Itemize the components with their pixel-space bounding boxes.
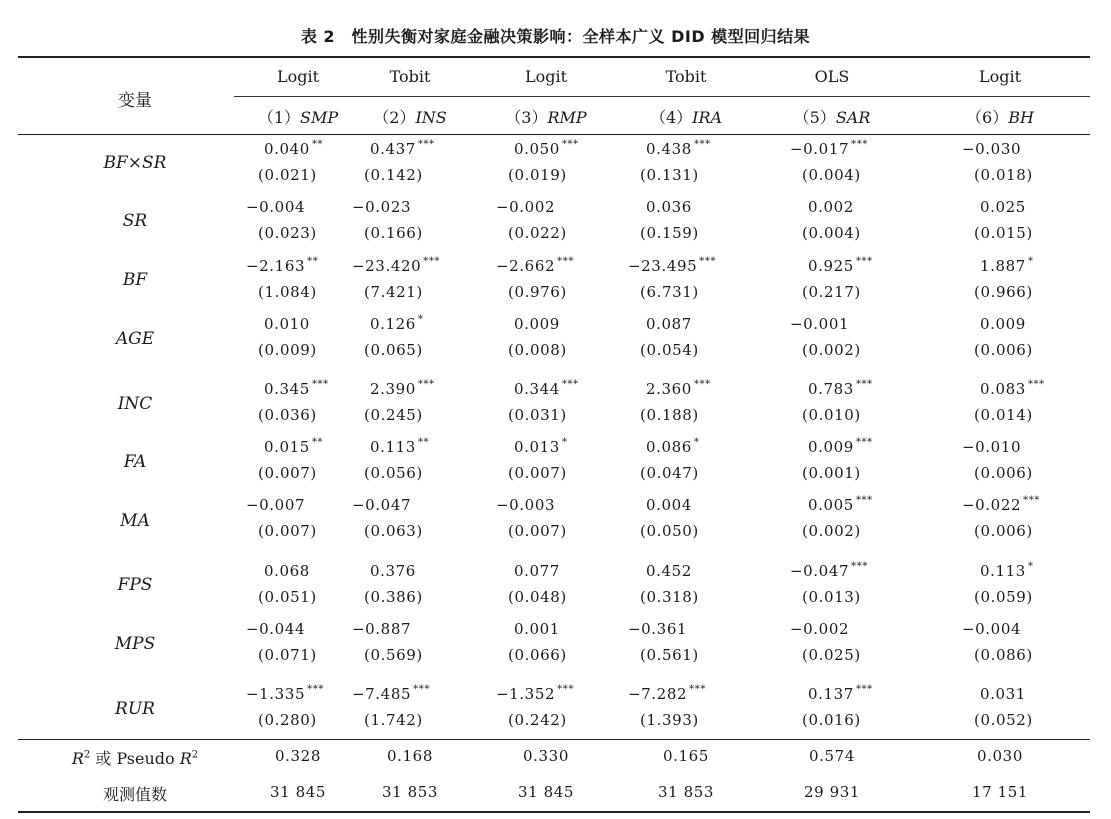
significance-stars: * [1027, 561, 1034, 572]
standard-error-cell: (0.001) [802, 464, 861, 482]
standard-error-cell: (7.421) [364, 283, 423, 301]
coefficient-cell [808, 380, 873, 398]
coefficient-value: −0.002 [496, 198, 556, 216]
coefficient-cell [246, 257, 318, 275]
observations-value: 31 853 [657, 783, 715, 801]
coefficient-value: −0.047 [790, 562, 850, 580]
coefficient-value: −0.023 [352, 198, 412, 216]
standard-error-cell: (0.188) [640, 406, 699, 424]
standard-error-cell: (0.031) [508, 406, 567, 424]
model-method-label: Tobit [389, 67, 431, 86]
standard-error-cell: (0.166) [364, 224, 423, 242]
coefficient-value: −0.887 [352, 620, 412, 638]
significance-stars: *** [417, 139, 435, 150]
coefficient-cell [264, 562, 310, 580]
standard-error-cell: (0.002) [802, 341, 861, 359]
standard-error-cell: (0.016) [802, 711, 861, 729]
header-bottom-rule [18, 134, 1090, 135]
coefficient-cell [370, 562, 416, 580]
coefficient-value: 0.083 [980, 380, 1026, 398]
coefficient-cell [808, 685, 873, 703]
coefficient-cell [370, 380, 435, 398]
significance-stars: *** [855, 379, 873, 390]
coefficient-value: 0.452 [646, 562, 692, 580]
coefficient-cell [646, 198, 692, 216]
coefficient-cell [980, 315, 1026, 333]
r-squared-value: 0.030 [977, 747, 1023, 765]
coefficient-value: 2.390 [370, 380, 416, 398]
coefficient-cell [514, 562, 560, 580]
model-dependent-var: INS [415, 108, 447, 127]
model-method-label: Logit [276, 67, 320, 86]
coefficient-cell [496, 257, 574, 275]
coefficient-cell [352, 198, 411, 216]
significance-stars: ** [311, 437, 324, 448]
coefficient-value: 0.013 [514, 438, 560, 456]
coefficient-value: 0.031 [980, 685, 1026, 703]
significance-stars: *** [693, 379, 711, 390]
significance-stars: *** [851, 139, 868, 150]
significance-stars: *** [855, 684, 873, 695]
coefficient-cell [264, 380, 329, 398]
significance-stars: ** [307, 256, 319, 267]
significance-stars: * [1027, 256, 1034, 267]
coefficient-value: 0.345 [264, 380, 310, 398]
standard-error-cell: (0.976) [508, 283, 567, 301]
standard-error-cell: (0.019) [508, 166, 567, 184]
standard-error-cell: (0.063) [364, 522, 423, 540]
model-dependent-label [930, 105, 1070, 128]
coefficient-cell [514, 620, 560, 638]
significance-stars: *** [561, 379, 579, 390]
r-squared-value: 0.330 [523, 747, 569, 765]
variable-name: MA [120, 511, 150, 531]
significance-stars: * [693, 437, 700, 448]
significance-stars: *** [1023, 495, 1040, 506]
observations-value: 29 931 [803, 783, 861, 801]
variable-name: AGE [115, 329, 155, 349]
coefficient-value: −7.485 [352, 685, 412, 703]
significance-stars: *** [561, 139, 579, 150]
standard-error-cell: (0.054) [640, 341, 699, 359]
coefficient-value: −0.002 [790, 620, 850, 638]
standard-error-cell: (0.007) [508, 464, 567, 482]
coefficient-cell [646, 438, 700, 456]
model-dependent-label [616, 105, 756, 128]
standard-error-cell: (0.242) [508, 711, 567, 729]
coefficient-value: 0.009 [808, 438, 854, 456]
standard-error-cell: (0.021) [258, 166, 317, 184]
coefficient-cell [370, 140, 435, 158]
coefficient-cell [646, 140, 711, 158]
coefficient-cell [352, 496, 411, 514]
coefficient-cell [496, 685, 574, 703]
coefficient-cell [646, 562, 692, 580]
significance-stars: * [561, 437, 568, 448]
significance-stars: *** [855, 256, 873, 267]
coefficient-value: 0.050 [514, 140, 560, 158]
coefficient-value: −1.335 [246, 685, 306, 703]
coefficient-value: 0.113 [370, 438, 416, 456]
coefficient-cell [962, 140, 1021, 158]
observations-value: 17 151 [971, 783, 1029, 801]
observations-value: 31 853 [381, 783, 439, 801]
model-number: （4） [649, 108, 693, 127]
standard-error-cell: (0.008) [508, 341, 567, 359]
coefficient-value: 0.036 [646, 198, 692, 216]
standard-error-cell: (0.006) [974, 464, 1033, 482]
coefficient-cell [352, 620, 411, 638]
significance-stars: *** [855, 495, 873, 506]
observations-value: 31 845 [269, 783, 327, 801]
coefficient-value: −1.352 [496, 685, 556, 703]
model-number: （1） [257, 108, 301, 127]
standard-error-cell: (0.086) [974, 646, 1033, 664]
significance-stars: *** [855, 437, 873, 448]
standard-error-cell: (0.010) [802, 406, 861, 424]
coefficient-cell [980, 380, 1045, 398]
coefficient-value: 0.344 [514, 380, 560, 398]
variable-header: 变量 [118, 91, 152, 111]
significance-stars: ** [311, 139, 324, 150]
standard-error-cell: (0.006) [974, 522, 1033, 540]
coefficient-cell [790, 315, 849, 333]
coefficient-value: −0.044 [246, 620, 306, 638]
coefficient-cell [246, 496, 305, 514]
coefficient-cell [628, 685, 706, 703]
standard-error-cell: (0.066) [508, 646, 567, 664]
coefficient-value: −0.022 [962, 496, 1022, 514]
coefficient-cell [962, 438, 1021, 456]
variable-name: MPS [114, 634, 156, 654]
coefficient-cell [790, 140, 868, 158]
coefficient-cell [370, 438, 429, 456]
coefficient-value: −0.030 [962, 140, 1022, 158]
table-caption: 表 2 性别失衡对家庭金融决策影响：全样本广义 DID 模型回归结果 [300, 27, 811, 46]
variable-name: BF [122, 270, 148, 290]
coefficient-value: −0.010 [962, 438, 1022, 456]
variable-name: BF×SR [103, 153, 167, 173]
standard-error-cell: (0.386) [364, 588, 423, 606]
coefficient-value: 0.005 [808, 496, 854, 514]
significance-stars: ** [417, 437, 430, 448]
coefficient-value: −0.007 [246, 496, 306, 514]
coefficient-value: −0.047 [352, 496, 412, 514]
standard-error-cell: (0.217) [802, 283, 861, 301]
bottom-rule [18, 811, 1090, 813]
standard-error-cell: (0.036) [258, 406, 317, 424]
standard-error-cell: (0.245) [364, 406, 423, 424]
coefficient-cell [496, 198, 555, 216]
model-dependent-label [340, 105, 480, 128]
coefficient-cell [646, 380, 711, 398]
r-squared-value: 0.168 [387, 747, 433, 765]
coefficient-value: 0.009 [980, 315, 1026, 333]
coefficient-value: 0.015 [264, 438, 310, 456]
standard-error-cell: (0.131) [640, 166, 699, 184]
coefficient-cell [980, 685, 1026, 703]
coefficient-cell [264, 438, 323, 456]
significance-stars: *** [307, 684, 324, 695]
coefficient-cell [962, 620, 1021, 638]
standard-error-cell: (0.018) [974, 166, 1033, 184]
coefficient-value: 0.113 [980, 562, 1026, 580]
coefficient-value: 0.137 [808, 685, 854, 703]
coefficient-cell [352, 257, 440, 275]
significance-stars: * [417, 314, 424, 325]
coefficient-cell [980, 198, 1026, 216]
coefficient-value: −23.495 [628, 257, 698, 275]
coefficient-cell [646, 315, 692, 333]
coefficient-value: 0.010 [264, 315, 310, 333]
coefficient-value: 0.068 [264, 562, 310, 580]
standard-error-cell: (0.048) [508, 588, 567, 606]
coefficient-cell [514, 438, 568, 456]
standard-error-cell: (0.002) [802, 522, 861, 540]
coefficient-value: 0.001 [514, 620, 560, 638]
r-squared-label [40, 746, 230, 769]
model-dependent-var: BH [1008, 108, 1034, 127]
coefficient-value: −23.420 [352, 257, 422, 275]
significance-stars: *** [693, 139, 711, 150]
standard-error-cell: (0.561) [640, 646, 699, 664]
standard-error-cell: (0.023) [258, 224, 317, 242]
standard-error-cell: (0.056) [364, 464, 423, 482]
coefficient-value: 0.438 [646, 140, 692, 158]
coefficient-value: 0.437 [370, 140, 416, 158]
top-rule [18, 56, 1090, 58]
coefficient-value: 0.009 [514, 315, 560, 333]
model-method-label: Logit [524, 67, 568, 86]
standard-error-cell: (0.050) [640, 522, 699, 540]
coefficient-cell [980, 562, 1034, 580]
model-dependent-var: IRA [692, 108, 723, 127]
coefficient-cell [246, 620, 305, 638]
coefficient-value: −0.361 [628, 620, 688, 638]
coefficient-value: 0.002 [808, 198, 854, 216]
coefficient-cell [264, 140, 323, 158]
standard-error-cell: (0.569) [364, 646, 423, 664]
observations-label: 观测值数 [102, 785, 167, 804]
standard-error-cell: (0.014) [974, 406, 1033, 424]
coefficient-cell [980, 257, 1034, 275]
standard-error-cell: (1.742) [364, 711, 423, 729]
coefficient-cell [496, 496, 555, 514]
significance-stars: *** [699, 256, 717, 267]
standard-error-cell: (0.059) [974, 588, 1033, 606]
standard-error-cell: (0.025) [802, 646, 861, 664]
coefficient-cell [246, 198, 305, 216]
standard-error-cell: (0.015) [974, 224, 1033, 242]
standard-error-cell: (0.007) [258, 522, 317, 540]
significance-stars: *** [417, 379, 435, 390]
significance-stars: *** [557, 684, 574, 695]
coefficient-value: −2.662 [496, 257, 556, 275]
model-number: （5） [793, 108, 836, 127]
coefficient-value: −0.003 [496, 496, 556, 514]
standard-error-cell: (0.007) [508, 522, 567, 540]
coefficient-cell [628, 257, 716, 275]
standard-error-cell: (0.047) [640, 464, 699, 482]
variable-name: FPS [117, 575, 153, 595]
coefficient-cell [264, 315, 310, 333]
significance-stars: *** [1027, 379, 1045, 390]
pseudo-r-symbol: R [179, 749, 192, 768]
standard-error-cell: (0.065) [364, 341, 423, 359]
coefficient-value: 0.376 [370, 562, 416, 580]
coefficient-value: 2.360 [646, 380, 692, 398]
coefficient-cell [514, 315, 560, 333]
coefficient-value: 0.783 [808, 380, 854, 398]
variable-name: INC [117, 394, 153, 414]
coefficient-cell [514, 140, 579, 158]
coefficient-cell [808, 438, 873, 456]
standard-error-cell: (0.966) [974, 283, 1033, 301]
r-squared-value: 0.328 [275, 747, 321, 765]
standard-error-cell: (6.731) [640, 283, 699, 301]
standard-error-cell: (1.084) [258, 283, 317, 301]
model-dependent-var: SAR [835, 108, 871, 127]
coefficient-cell [646, 496, 692, 514]
model-method-label: Logit [978, 67, 1022, 86]
standard-error-cell: (0.006) [974, 341, 1033, 359]
coefficient-cell [808, 198, 854, 216]
variable-name: SR [122, 211, 148, 231]
standard-error-cell: (0.052) [974, 711, 1033, 729]
model-dependent-label [476, 105, 616, 128]
coefficient-value: −2.163 [246, 257, 306, 275]
standard-error-cell: (0.280) [258, 711, 317, 729]
significance-stars: *** [413, 684, 430, 695]
significance-stars: *** [423, 256, 441, 267]
coefficient-cell [370, 315, 424, 333]
standard-error-cell: (1.393) [640, 711, 699, 729]
pseudo-r-superscript: 2 [191, 749, 199, 761]
model-number: （2） [373, 108, 416, 127]
coefficient-cell [808, 257, 873, 275]
coefficient-value: −0.001 [790, 315, 850, 333]
coefficient-value: 0.077 [514, 562, 560, 580]
footer-top-rule [18, 739, 1090, 740]
standard-error-cell: (0.142) [364, 166, 423, 184]
observations-value: 31 845 [517, 783, 575, 801]
coefficient-value: 0.025 [980, 198, 1026, 216]
coefficient-cell [628, 620, 687, 638]
r-squared-value: 0.165 [663, 747, 709, 765]
standard-error-cell: (0.004) [802, 224, 861, 242]
standard-error-cell: (0.071) [258, 646, 317, 664]
standard-error-cell: (0.009) [258, 341, 317, 359]
model-dependent-var: RMP [547, 108, 587, 127]
coefficient-cell [962, 496, 1040, 514]
standard-error-cell: (0.022) [508, 224, 567, 242]
coefficient-value: −0.017 [790, 140, 850, 158]
coefficient-value: 0.087 [646, 315, 692, 333]
header-sub-rule [234, 96, 1090, 97]
coefficient-value: 0.126 [370, 315, 416, 333]
coefficient-cell [246, 685, 324, 703]
standard-error-cell: (0.051) [258, 588, 317, 606]
r-squared-value: 0.574 [809, 747, 855, 765]
model-dependent-label [762, 105, 902, 128]
coefficient-cell [808, 496, 873, 514]
variable-name: RUR [115, 699, 155, 719]
coefficient-value: 1.887 [980, 257, 1026, 275]
significance-stars: *** [557, 256, 574, 267]
r-superscript: 2 [83, 749, 91, 761]
model-method-label: Tobit [665, 67, 707, 86]
significance-stars: *** [689, 684, 706, 695]
coefficient-value: 0.086 [646, 438, 692, 456]
significance-stars: *** [851, 561, 868, 572]
model-number: （6） [966, 108, 1009, 127]
standard-error-cell: (0.007) [258, 464, 317, 482]
standard-error-cell: (0.159) [640, 224, 699, 242]
standard-error-cell: (0.318) [640, 588, 699, 606]
model-method-label: OLS [814, 67, 850, 86]
coefficient-value: 0.004 [646, 496, 692, 514]
coefficient-cell [514, 380, 579, 398]
standard-error-cell: (0.013) [802, 588, 861, 606]
model-dependent-var: SMP [300, 108, 339, 127]
coefficient-cell [790, 620, 849, 638]
variable-name: FA [123, 452, 147, 472]
coefficient-value: −0.004 [246, 198, 306, 216]
coefficient-cell [352, 685, 430, 703]
r-label-middle: 或 Pseudo [90, 749, 180, 768]
coefficient-cell [790, 562, 868, 580]
standard-error-cell: (0.004) [802, 166, 861, 184]
significance-stars: *** [311, 379, 329, 390]
coefficient-value: −0.004 [962, 620, 1022, 638]
coefficient-value: −7.282 [628, 685, 688, 703]
coefficient-value: 0.040 [264, 140, 310, 158]
coefficient-value: 0.925 [808, 257, 854, 275]
model-number: （3） [505, 108, 548, 127]
r-symbol: R [71, 749, 84, 768]
